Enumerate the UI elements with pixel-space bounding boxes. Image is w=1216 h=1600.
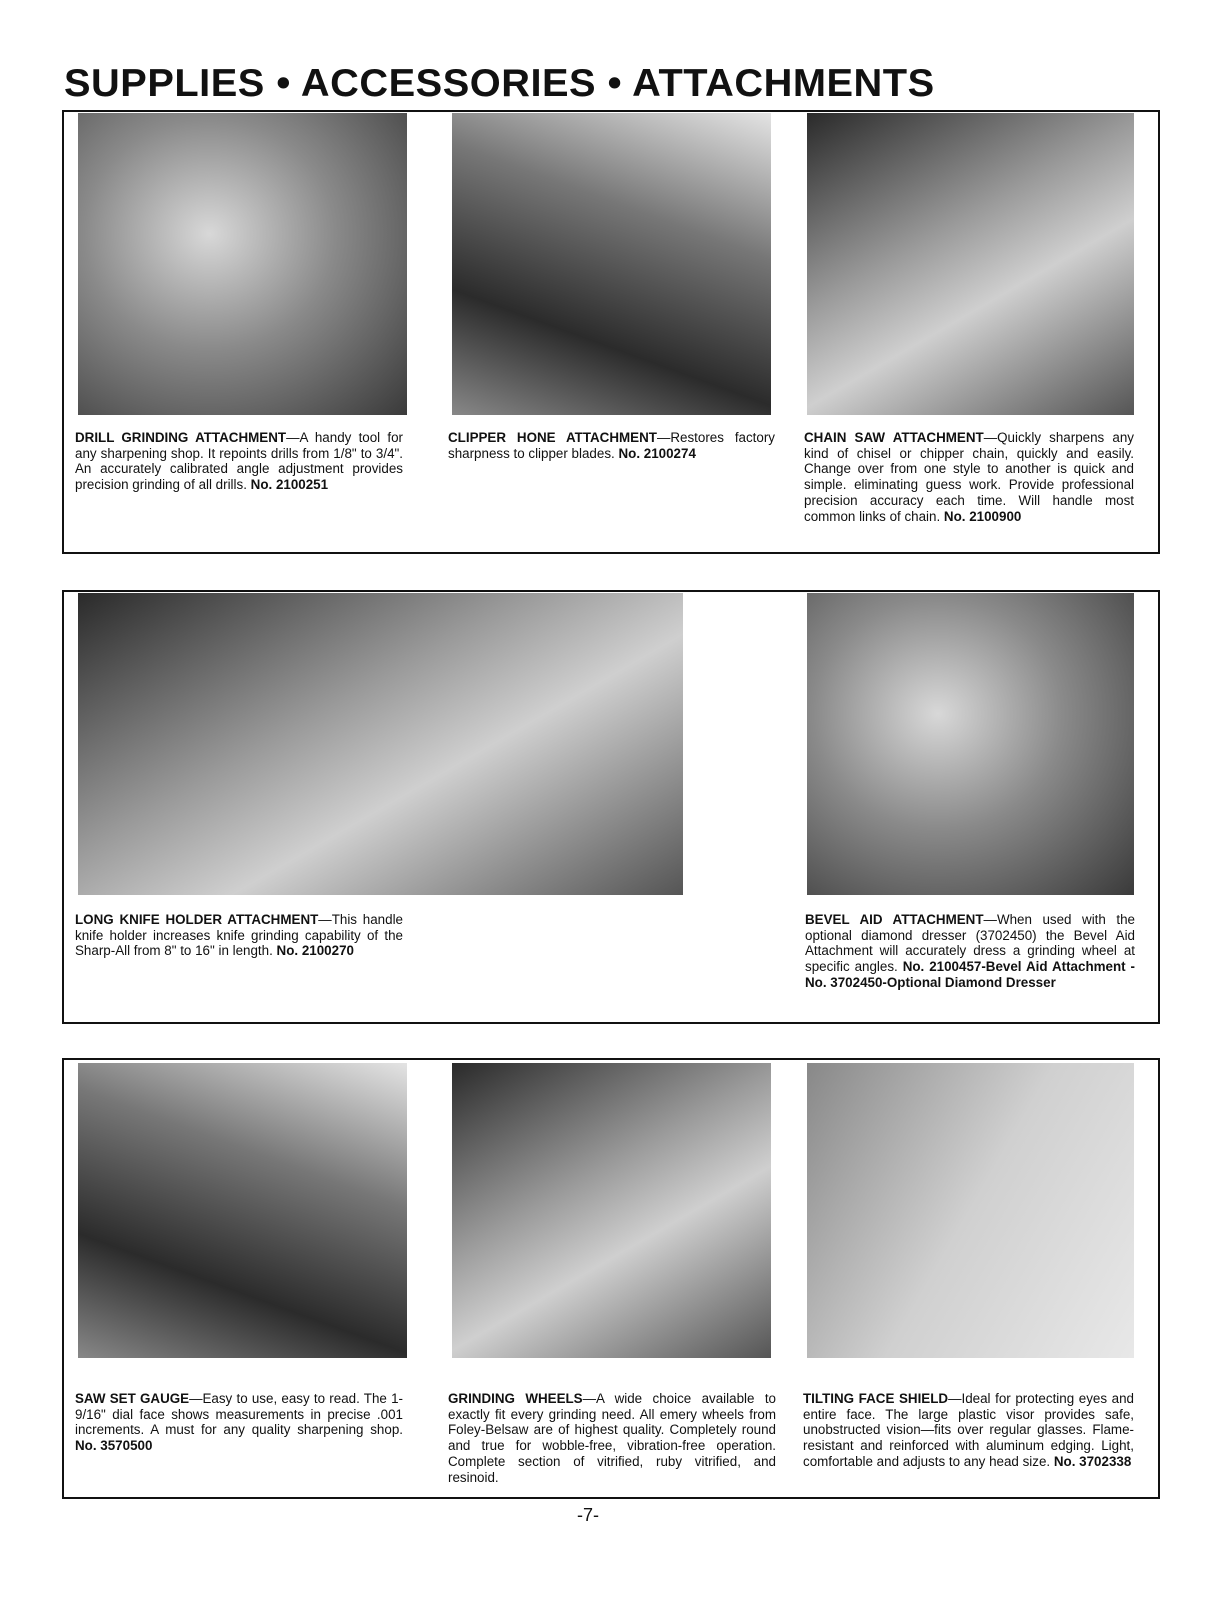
item-name: CLIPPER HONE ATTACHMENT (448, 430, 657, 445)
item-saw-set-gauge (75, 1391, 403, 1454)
item-number: No. 2100274 (618, 445, 696, 461)
long-knife-holder-photo (78, 593, 683, 895)
item-body: —When used with the optional diamond dresser (3702450) the Bevel Aid Attachment will accurately dress a grinding wheel at specific angles. (805, 912, 1135, 975)
item-drill-grinding (75, 430, 403, 493)
item-number: No. 3570500 (75, 1438, 153, 1454)
face-shield-photo (807, 1063, 1134, 1358)
item-number: No. 2100457-Bevel Aid Attachment - No. 3702450-Optional Diamond Dresser (805, 959, 1136, 990)
item-body: —Easy to use, easy to read. The 1-9/16" dial face shows measurements in precise .001 increments. A must for any quality sharpening shop. (75, 1391, 403, 1438)
saw-set-gauge-photo (78, 1063, 407, 1358)
item-body: —Quickly sharpens any kind of chisel or chipper chain, quickly and easily. Change over from one style to another is quick and simple. eliminating guess work. Provide professional precision accuracy each time. Will handle most common links of chain. (804, 430, 1134, 524)
item-body: —A handy tool for any sharpening shop. It repoints drills from 1/8" to 3/4". An accurately calibrated angle adjustment provides precision grinding of all drills. (75, 430, 403, 493)
item-number: No. 2100251 (250, 477, 329, 493)
item-number: No. 2100270 (276, 943, 354, 959)
item-chain-saw (804, 430, 1134, 524)
item-name: BEVEL AID ATTACHMENT (805, 912, 984, 927)
page-number: -7- (577, 1505, 599, 1525)
item-face-shield (803, 1391, 1134, 1470)
item-name: CHAIN SAW ATTACHMENT (804, 430, 984, 445)
item-name: DRILL GRINDING ATTACHMENT (75, 430, 287, 445)
item-body: —This handle knife holder increases knife grinding capability of the Sharp-All from 8" to 16" in length. (75, 912, 403, 959)
clipper-hone-photo (452, 113, 771, 415)
bevel-aid-photo (807, 593, 1134, 895)
item-name: LONG KNIFE HOLDER ATTACHMENT (75, 912, 319, 927)
drill-grinding-photo (78, 113, 407, 415)
item-clipper-hone (448, 430, 775, 461)
page-title: SUPPLIES • ACCESSORIES • ATTACHMENTS (64, 62, 935, 105)
item-body: —A wide choice available to exactly fit every grinding need. All emery wheels from Foley-Belsaw are of highest quality. Completely round and true for wobble-free, vibration-free operation. Complete section of vitrified, ruby vitrified, and resinoid. (448, 1391, 776, 1485)
item-grinding-wheels (448, 1391, 776, 1485)
item-number: No. 3702338 (1053, 1453, 1132, 1469)
item-long-knife-holder (75, 912, 403, 959)
item-body: —Restores factory sharpness to clipper blades. (448, 430, 775, 461)
chain-saw-photo (807, 113, 1134, 415)
item-number: No. 2100900 (943, 508, 1022, 524)
item-name: SAW SET GAUGE (75, 1391, 190, 1406)
item-bevel-aid (805, 912, 1135, 991)
item-body: —Ideal for protecting eyes and entire face. The large plastic visor provides safe, unobstructed vision—fits over regular glasses. Flame-resistant and reinforced with aluminum edging. Light, comfortable and adjusts to any head size. (803, 1391, 1134, 1469)
item-name: TILTING FACE SHIELD (803, 1391, 949, 1406)
item-name: GRINDING WHEELS (448, 1391, 583, 1406)
grinding-wheels-photo (452, 1063, 771, 1358)
